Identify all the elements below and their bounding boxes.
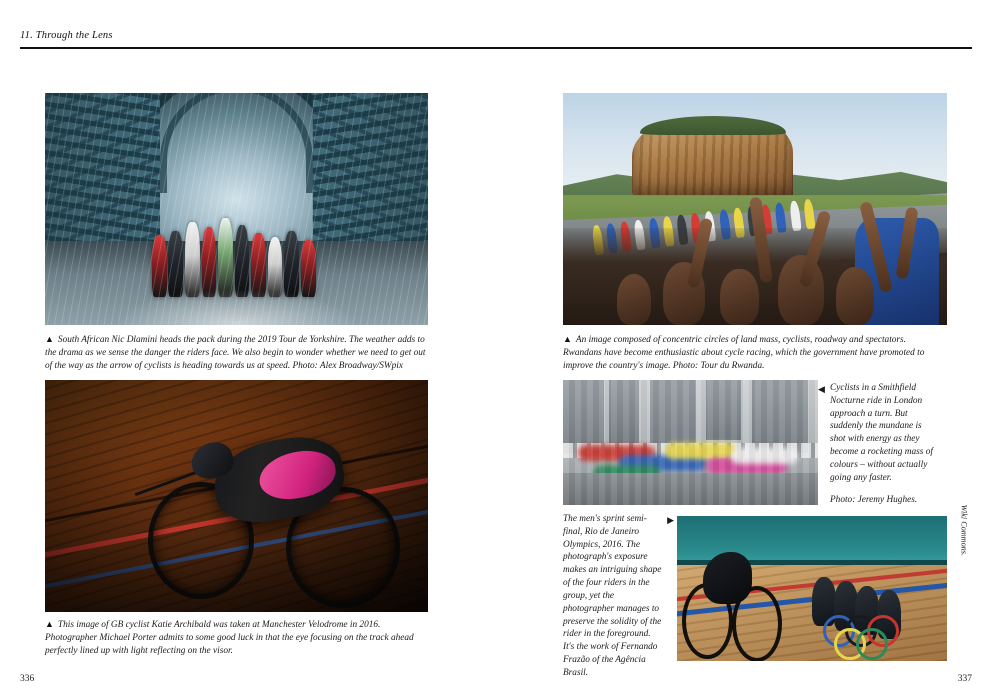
caption-rio-text: The men's sprint semi-final, Rio de Janeiro Olympics, 2016. The photograph's exposure makes an intriguing shape of the four riders in the group, yet the photographer manages to preserve the solidity of the rider in the foreground. It's the work of Fernando Frazão of the Agência Brasil. xyxy=(563,514,662,678)
caption-nocturne-text: Cyclists in a Smithfield Nocturne ride in London approach a turn. But suddenly the mundane is shot with energy as they become a rocketing mass of colours – without actually going any faster. xyxy=(830,383,933,483)
caption-marker-icon: ◀ xyxy=(818,384,825,394)
side-credit: Wiki Commons. xyxy=(959,504,968,556)
running-head: 11. Through the Lens xyxy=(20,30,113,41)
caption-velodrome xyxy=(45,618,428,657)
caption-nocturne xyxy=(818,382,938,506)
caption-rwanda xyxy=(563,333,947,372)
photo-rio-sprint-semifinal xyxy=(677,516,947,661)
folio-left: 336 xyxy=(20,674,35,684)
photo-smithfield-nocturne xyxy=(563,380,818,505)
caption-marker-icon: ▲ xyxy=(563,334,572,344)
photo-velodrome-archibald xyxy=(45,380,428,612)
header-rule xyxy=(20,47,972,49)
caption-marker-icon: ▲ xyxy=(45,334,54,344)
caption-bridge-text: South African Nic Dlamini heads the pack during the 2019 Tour de Yorkshire. The weather adds to the drama as we sense the danger the riders face. We also begin to wonder whether we need to get out of the way as the arrow of cyclists is heading towards us at speed. Photo: Alex Broadway/SWpix xyxy=(45,335,426,371)
caption-bridge xyxy=(45,333,428,372)
caption-rwanda-text: An image composed of concentric circles of land mass, cyclists, roadway and spectators. Rwandans have become enthusiastic about cycle racing, which the government have promoted to improve the country's image. Photo: Tour du Rwanda. xyxy=(563,335,925,371)
caption-velodrome-text: This image of GB cyclist Katie Archibald was taken at Manchester Velodrome in 2016. Photographer Michael Porter admits to some good luck in that the eye focusing on the track ahead perfectly lined up with light reflecting on the visor. xyxy=(45,620,414,656)
caption-nocturne-credit: Photo: Jeremy Hughes. xyxy=(830,494,918,505)
caption-marker-icon: ▲ xyxy=(45,619,54,629)
caption-marker-icon: ▶ xyxy=(667,515,674,525)
photo-bridge-peloton xyxy=(45,93,428,325)
folio-right: 337 xyxy=(957,674,972,684)
photo-rwanda-road-race xyxy=(563,93,947,325)
caption-rio xyxy=(563,513,674,680)
